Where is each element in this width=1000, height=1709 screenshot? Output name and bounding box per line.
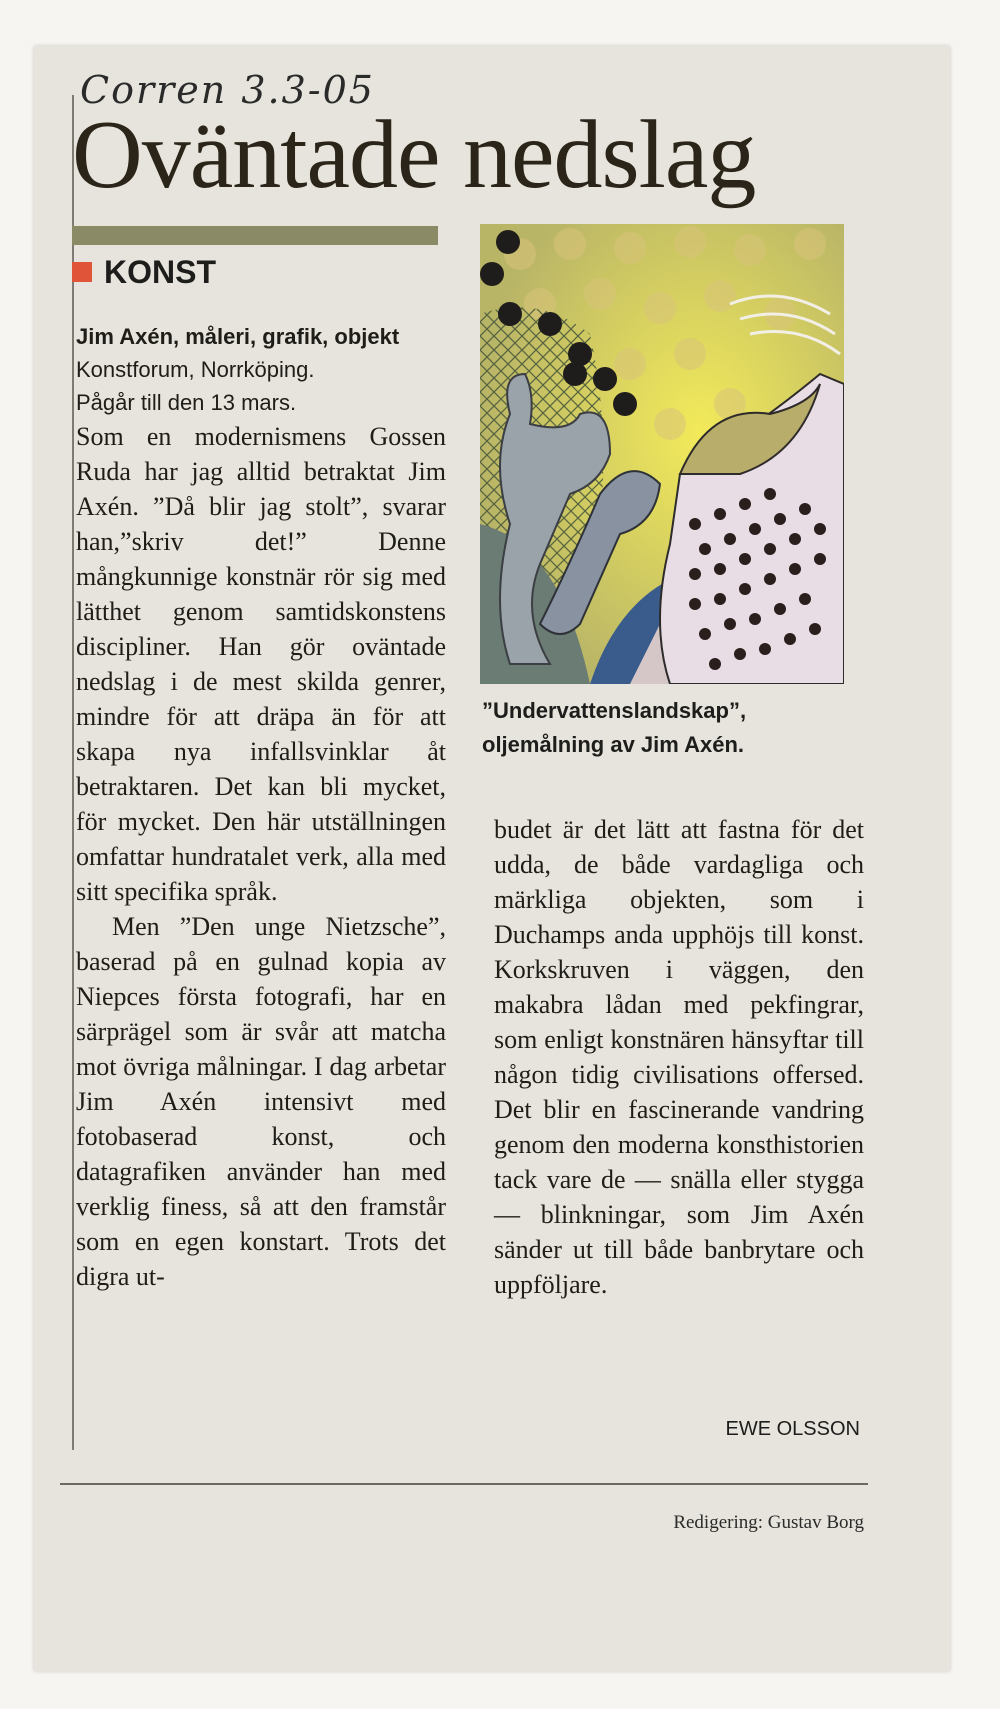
- artwork-image: [480, 224, 844, 684]
- column-divider: [72, 95, 74, 1450]
- article-column-right: [494, 812, 864, 1302]
- handwritten-note: Corren 3.3-05: [80, 68, 375, 112]
- body-paragraph-1: Som en modernismens Gossen Ruda har jag alltid betraktat Jim Axén. ”Då blir jag stolt”, svarar han,”skriv det!” Denne mångkunnige konstnär rör sig med lätthet genom samtidskonstens discipliner. Han gör oväntade nedslag i de mest skilda genrer, mindre för att dräpa än för att skapa nya infallsvinklar åt betraktaren. Det kan bli mycket, för mycket. Den här utställningen omfattar hundratalet verk, alla med sitt specifika språk.: [76, 422, 446, 906]
- image-caption: ”Undervattenslandskap”, oljemålning av Jim Axén.: [482, 698, 747, 757]
- section-label: KONST: [104, 253, 216, 290]
- author-byline: EWE OLSSON: [725, 1418, 860, 1440]
- article-column-left: [76, 320, 446, 1294]
- exhibition-dates: Pågår till den 13 mars.: [76, 390, 297, 415]
- section-header: [72, 252, 216, 292]
- exhibition-title: Jim Axén, måleri, grafik, objekt: [76, 324, 400, 349]
- section-marker-icon: [72, 262, 92, 282]
- headline: Oväntade nedslag: [72, 101, 756, 209]
- painting-illustration: [480, 224, 844, 684]
- section-rule-bar: [72, 226, 438, 245]
- venue: Konstforum, Norrköping.: [76, 357, 315, 382]
- body-paragraph-2: Men ”Den unge Nietzsche”, baserad på en gulnad kopia av Niepces första fotografi, har en särprägel som är svår att matcha mot övriga målningar. I dag arbetar Jim Axén intensivt med fotobaserad konst, och datagrafiken använder han med verklig finess, så att den framstår som en egen konstart. Trots det digra ut-: [76, 912, 446, 1291]
- body-paragraph-3: budet är det lätt att fastna för det udda, de både vardagliga och märkliga objekten, som i Duchamps anda upphöjs till konst. Korkskruven i väggen, den makabra lådan med pekfingrar, som enligt konstnären hänsyftar till någon tidig civilisations offersed. Det blir en fascinerande vandring genom den moderna konsthistorien tack vare de — snälla eller stygga — blinkningar, som Jim Axén sänder ut till både banbrytare och uppföljare.: [494, 815, 864, 1299]
- editor-credit: Redigering: Gustav Borg: [673, 1512, 864, 1533]
- bottom-rule: [60, 1483, 868, 1485]
